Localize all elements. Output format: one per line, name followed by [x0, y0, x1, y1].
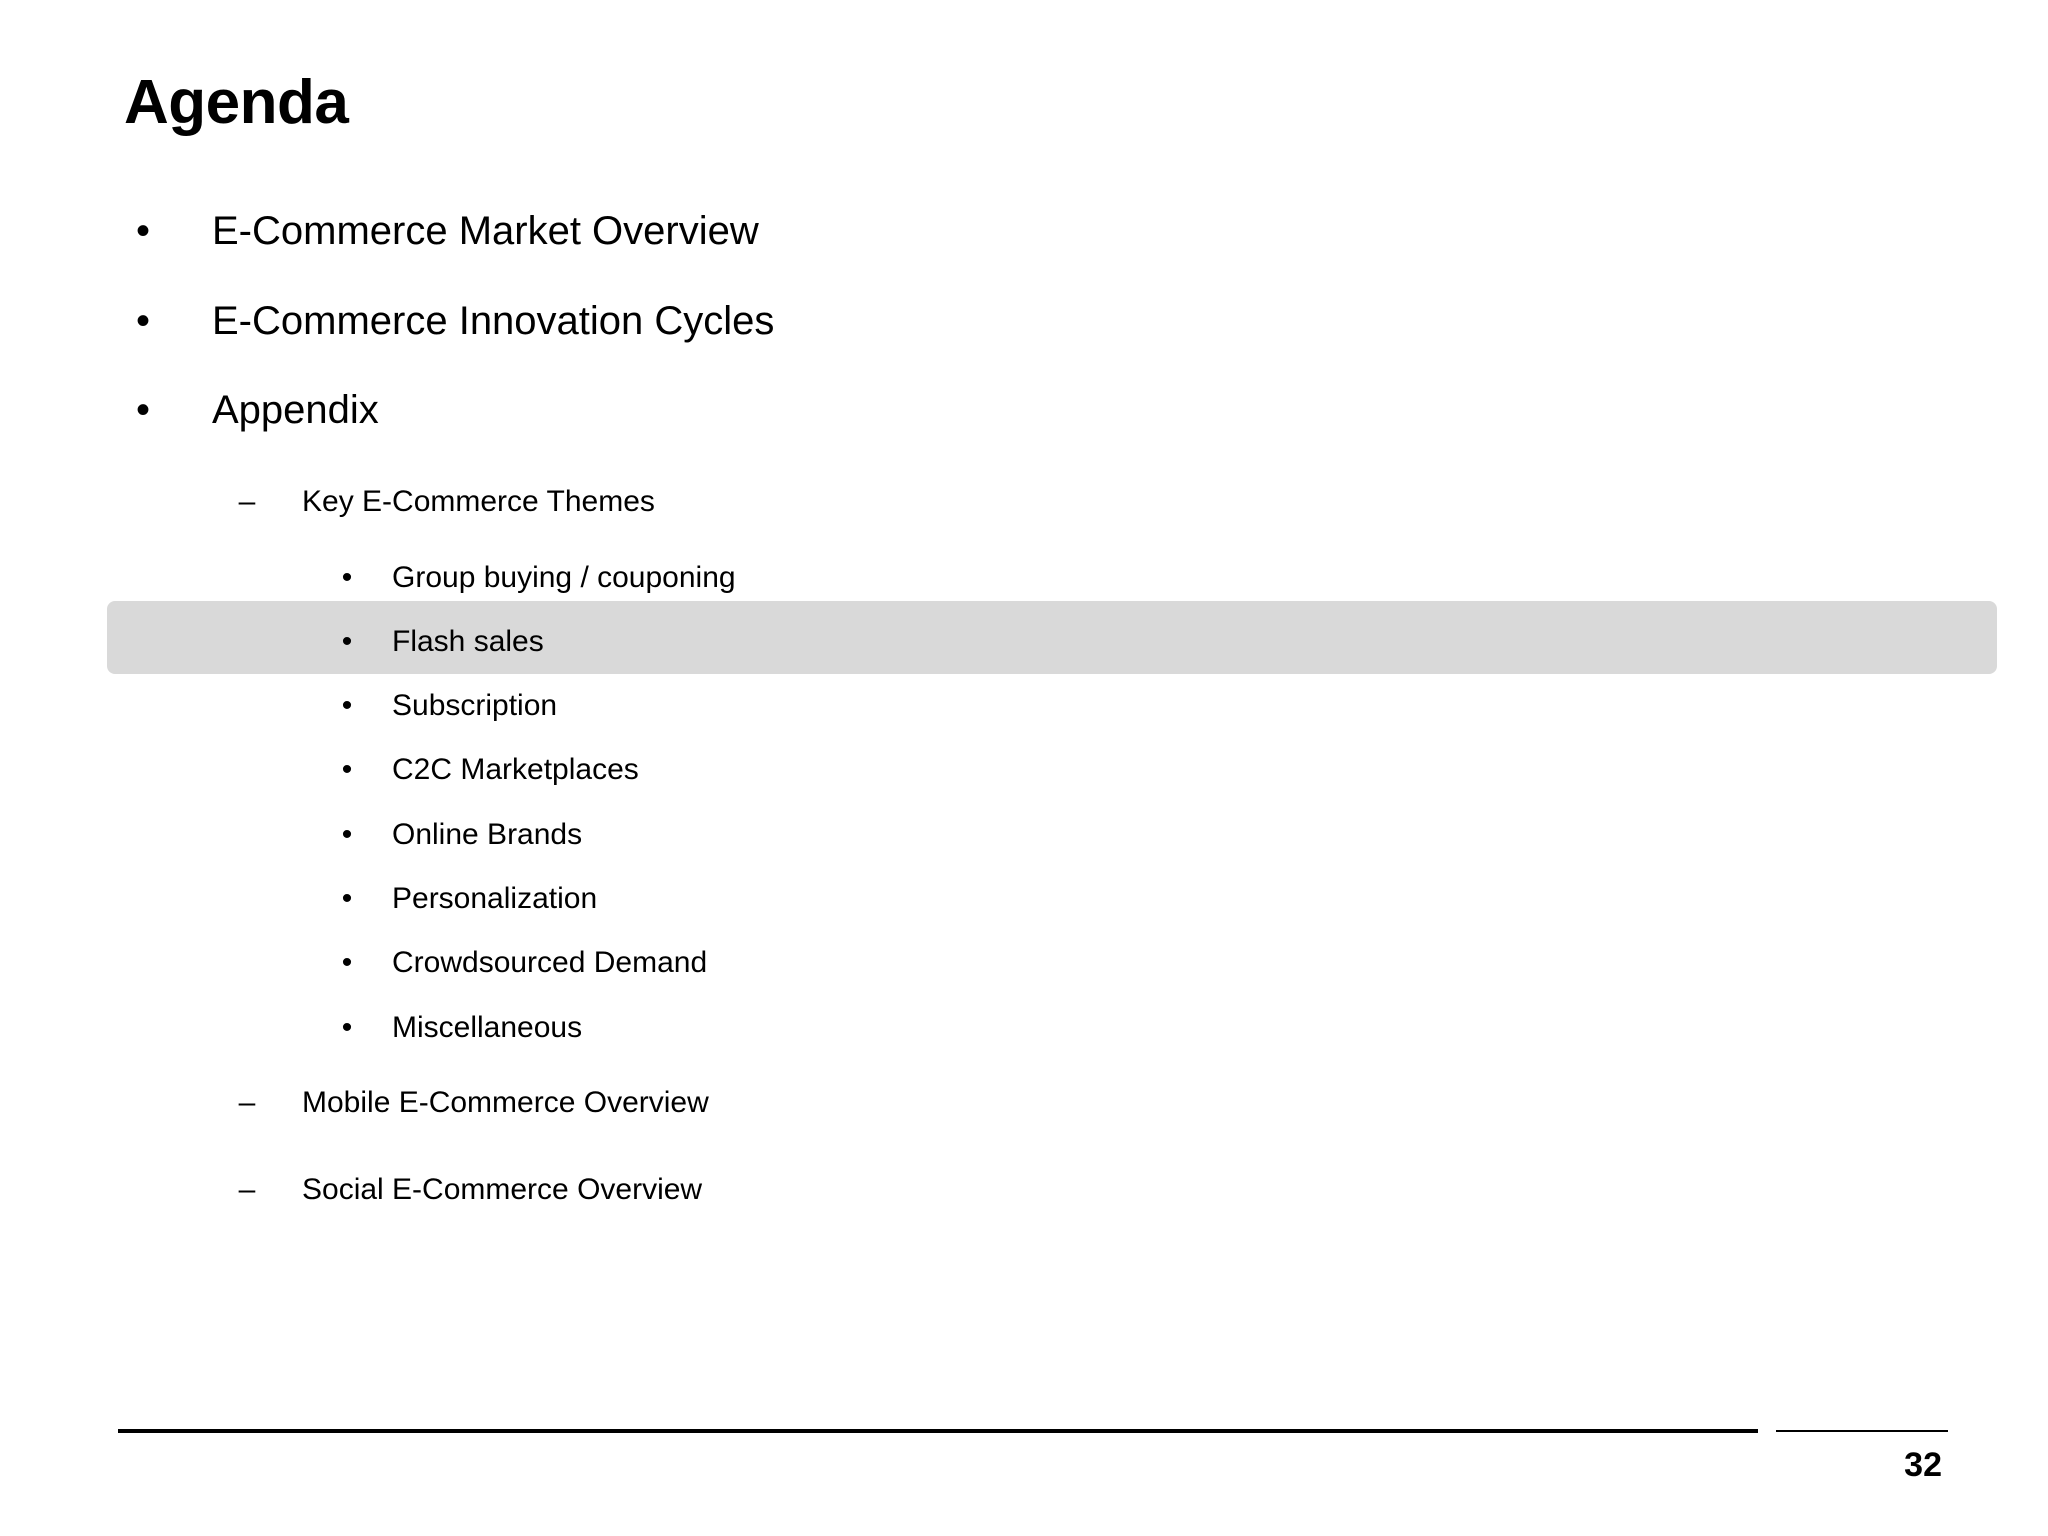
bullet-icon: • [341, 689, 353, 722]
theme-item-label: C2C Marketplaces [392, 753, 639, 786]
agenda-item-label: E-Commerce Innovation Cycles [212, 298, 775, 343]
theme-item-label: Online Brands [392, 818, 583, 851]
footer-divider [118, 1429, 1758, 1433]
theme-item-label: Subscription [392, 689, 558, 722]
appendix-section-label: Key E-Commerce Themes [302, 485, 655, 518]
bullet-icon: • [341, 625, 353, 658]
bullet-icon: • [341, 946, 353, 979]
appendix-section-label: Social E-Commerce Overview [302, 1173, 703, 1206]
appendix-section-mobile [0, 1083, 2048, 1123]
theme-item [0, 750, 2048, 790]
theme-item-label: Miscellaneous [392, 1011, 583, 1044]
dash-icon: – [238, 1086, 256, 1119]
bullet-icon: • [341, 753, 353, 786]
bullet-icon: • [135, 208, 150, 253]
page-number: 32 [1904, 1446, 1942, 1484]
agenda-item-innovation-cycles [0, 296, 2048, 346]
theme-item [0, 686, 2048, 726]
theme-item [0, 558, 2048, 598]
theme-item [0, 943, 2048, 983]
bullet-icon: • [135, 387, 150, 432]
slide-title: Agenda [124, 68, 349, 137]
appendix-section-social [0, 1170, 2048, 1210]
theme-item [0, 1008, 2048, 1048]
theme-item-current [0, 622, 2048, 662]
dash-icon: – [238, 1173, 256, 1206]
theme-item [0, 879, 2048, 919]
theme-item-label: Group buying / couponing [392, 561, 736, 594]
bullet-icon: • [341, 818, 353, 851]
agenda-item-market-overview [0, 206, 2048, 256]
bullet-icon: • [341, 882, 353, 915]
agenda-item-appendix [0, 385, 2048, 435]
bullet-icon: • [341, 561, 353, 594]
dash-icon: – [238, 485, 256, 518]
bullet-icon: • [341, 1011, 353, 1044]
theme-item [0, 815, 2048, 855]
page-number-divider [1776, 1430, 1948, 1432]
agenda-item-label: Appendix [212, 387, 379, 432]
theme-item-label: Flash sales [392, 625, 544, 658]
appendix-section-key-themes [0, 482, 2048, 522]
appendix-section-label: Mobile E-Commerce Overview [302, 1086, 709, 1119]
bullet-icon: • [135, 298, 150, 343]
theme-item-label: Crowdsourced Demand [392, 946, 708, 979]
theme-item-label: Personalization [392, 882, 598, 915]
agenda-item-label: E-Commerce Market Overview [212, 208, 759, 253]
